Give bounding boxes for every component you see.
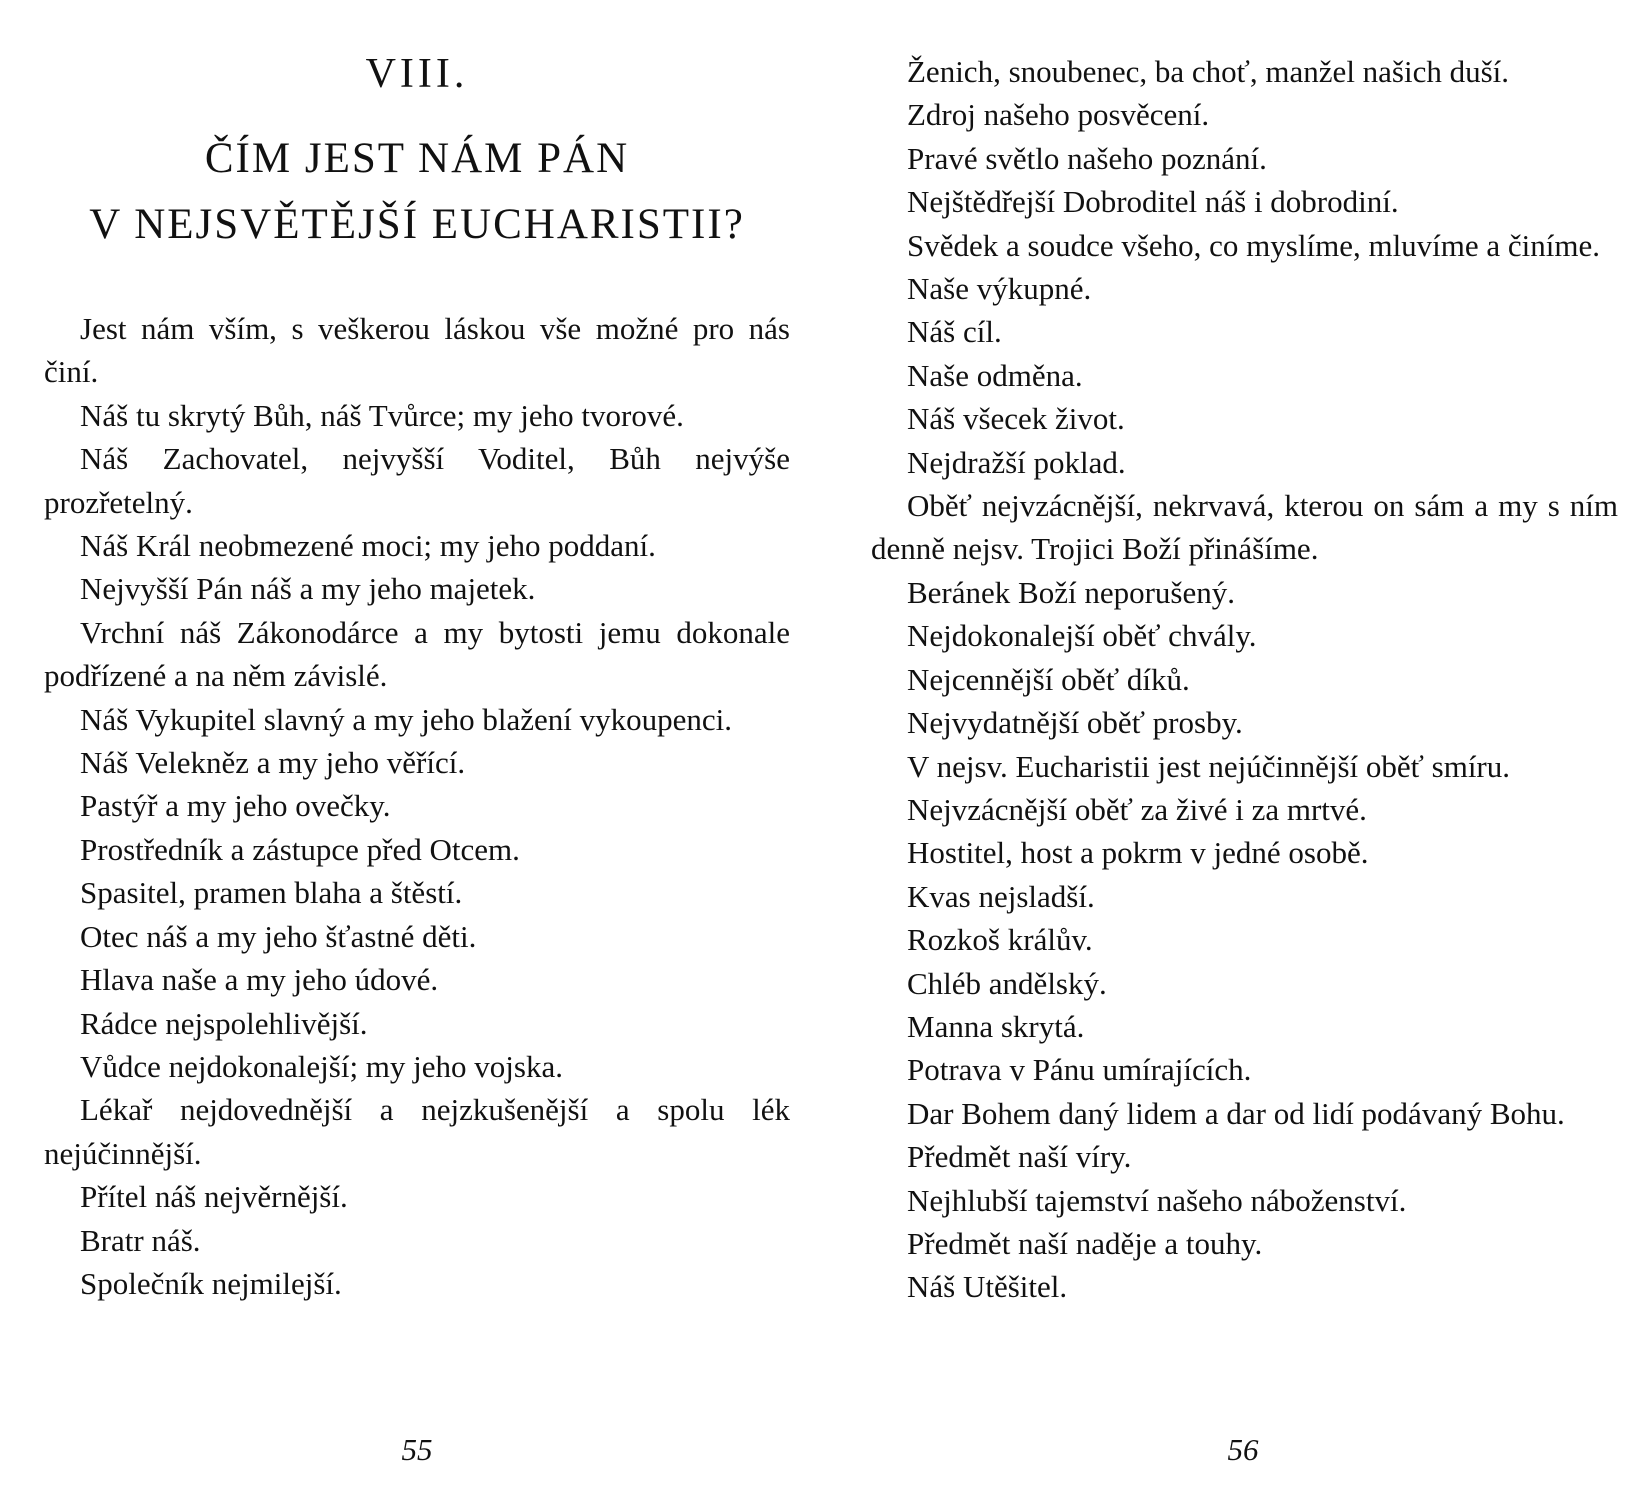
paragraph: Naše výkupné.	[907, 271, 1092, 307]
paragraph: Přítel náš nejvěrnější.	[80, 1179, 348, 1215]
page-number: 56	[1227, 1432, 1259, 1467]
chapter-number: VIII.	[365, 51, 469, 97]
right-page-body	[871, 50, 1618, 1309]
paragraph: Oběť nejvzácnější, nekrvavá, kterou on sám a my s ním denně nejsv. Trojici Boží přinášíme.	[871, 488, 1618, 567]
paragraph: Spasitel, pramen blaha a štěstí.	[80, 875, 463, 911]
paragraph: Hlava naše a my jeho údové.	[80, 962, 439, 998]
paragraph: Pravé světlo našeho poznání.	[907, 140, 1267, 176]
paragraph: Jest nám vším, s veškerou láskou vše možné pro nás činí.	[44, 311, 790, 390]
paragraph: Nejcennější oběť díků.	[907, 661, 1190, 697]
paragraph: Rozkoš králův.	[907, 922, 1093, 958]
paragraph: Náš tu skrytý Bůh, náš Tvůrce; my jeho tvorové.	[80, 397, 684, 433]
chapter-title	[44, 126, 790, 258]
paragraph: Předmět naší víry.	[907, 1139, 1132, 1175]
chapter-title-line-1: ČÍM JEST NÁM PÁN	[204, 135, 630, 182]
paragraph: Náš Vykupitel slavný a my jeho blažení vykoupenci.	[80, 701, 733, 737]
paragraph: Ženich, snoubenec, ba choť, manžel našich duší.	[907, 54, 1510, 89]
paragraph: Nejštědřejší Dobroditel náš i dobrodiní.	[907, 184, 1399, 220]
page-number: 55	[401, 1432, 433, 1467]
paragraph: Náš cíl.	[907, 314, 1002, 350]
paragraph: Vrchní náš Zákonodárce a my bytosti jemu dokonale podřízené a na něm závislé.	[44, 614, 790, 694]
paragraph: Společník nejmilejší.	[80, 1265, 342, 1301]
paragraph: Náš Zachovatel, nejvyšší Voditel, Bůh nejvýše prozřetelný.	[44, 441, 790, 520]
paragraph: Potrava v Pánu umírajících.	[907, 1052, 1252, 1088]
paragraph: Nejvzácnější oběť za živé i za mrtvé.	[907, 791, 1367, 827]
paragraph: Náš Král neobmezené moci; my jeho poddaní.	[80, 528, 656, 564]
paragraph: Pastýř a my jeho ovečky.	[80, 788, 391, 824]
paragraph: Hostitel, host a pokrm v jedné osobě.	[907, 835, 1369, 871]
paragraph: Nejvydatnější oběť prosby.	[907, 705, 1243, 741]
paragraph: Náš všecek život.	[907, 401, 1125, 437]
paragraph: Beránek Boží neporušený.	[907, 574, 1235, 610]
paragraph: Rádce nejspolehlivější.	[80, 1005, 368, 1041]
paragraph: Zdroj našeho posvěcení.	[907, 97, 1210, 133]
paragraph: Vůdce nejdokonalejší; my jeho vojska.	[80, 1048, 563, 1084]
paragraph: Naše odměna.	[907, 357, 1083, 393]
paragraph: Nejvyšší Pán náš a my jeho majetek.	[80, 571, 536, 607]
paragraph: Manna skrytá.	[907, 1008, 1085, 1044]
paragraph: Dar Bohem daný lidem a dar od lidí podávaný Bohu.	[907, 1095, 1565, 1131]
paragraph: Chléb andělský.	[907, 965, 1107, 1001]
paragraph: Náš Velekněz a my jeho věřící.	[80, 745, 466, 781]
paragraph: Otec náš a my jeho šťastné děti.	[80, 918, 477, 954]
paragraph: Nejdokonalejší oběť chvály.	[907, 618, 1257, 654]
paragraph: Kvas nejsladší.	[907, 878, 1095, 914]
left-page-body	[44, 307, 790, 1305]
paragraph: Lékař nejdovednější a nejzkušenější a spolu lék nejúčinnější.	[44, 1092, 790, 1171]
paragraph: Bratr náš.	[80, 1222, 201, 1258]
paragraph: Předmět naší naděje a touhy.	[907, 1225, 1263, 1261]
paragraph: Prostředník a zástupce před Otcem.	[80, 831, 520, 867]
paragraph: V nejsv. Eucharistii jest nejúčinnější oběť smíru.	[907, 748, 1511, 784]
chapter-title-line-2: V NEJSVĚTĚJŠÍ EUCHARISTII?	[89, 201, 745, 248]
paragraph: Náš Utěšitel.	[907, 1269, 1068, 1305]
paragraph: Nejhlubší tajemství našeho náboženství.	[907, 1182, 1407, 1218]
paragraph: Svědek a soudce všeho, co myslíme, mluvíme a činíme.	[907, 227, 1601, 263]
paragraph: Nejdražší poklad.	[907, 444, 1126, 480]
